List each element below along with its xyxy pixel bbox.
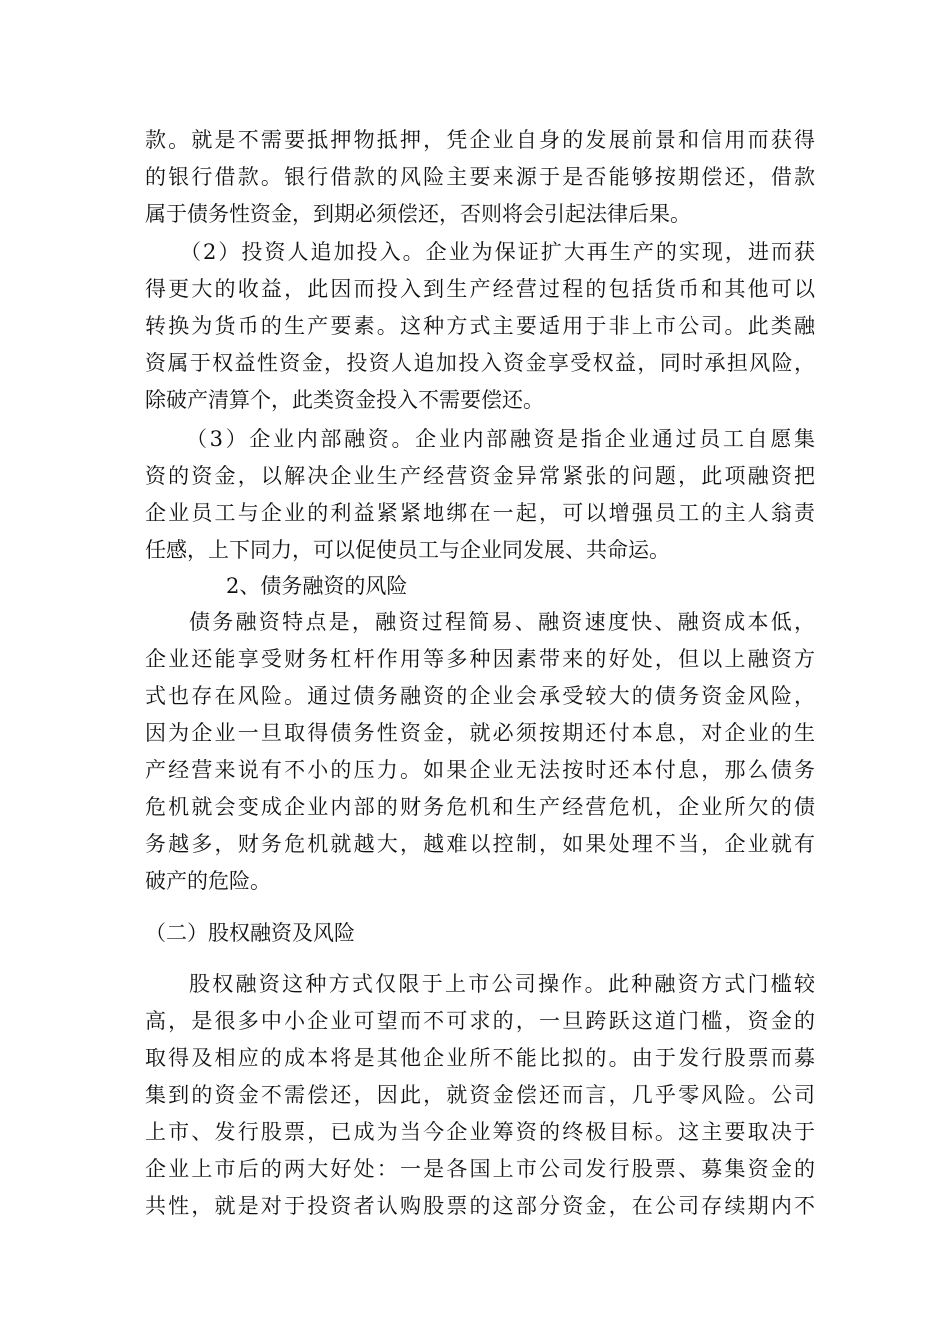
text-line: 属于债务性资金，到期必须偿还，否则将会引起法律后果。 xyxy=(145,202,691,226)
section-heading: （二）股权融资及风险 xyxy=(145,921,355,945)
text-line: 企业还能享受财务杠杆作用等多种因素带来的好处，但以上融资方 xyxy=(145,647,815,671)
text-line: 务越多，财务危机就越大，越难以控制，如果处理不当，企业就有 xyxy=(145,832,815,856)
text-line: 资属于权益性资金，投资人追加投入资金享受权益，同时承担风险， xyxy=(145,351,815,375)
text-line: 共性，就是对于投资者认购股票的这部分资金，在公司存续期内不 xyxy=(145,1194,815,1218)
text-line: 企业上市后的两大好处：一是各国上市公司发行股票、募集资金的 xyxy=(145,1157,815,1181)
text-line: 股权融资这种方式仅限于上市公司操作。此种融资方式门槛较 xyxy=(189,972,815,996)
text-line: 企业员工与企业的利益紧紧地绑在一起，可以增强员工的主人翁责 xyxy=(145,501,815,525)
text-line: 因为企业一旦取得债务性资金，就必须按期还付本息，对企业的生 xyxy=(145,721,815,745)
text-line: 高，是很多中小企业可望而不可求的，一旦跨跃这道门槛，资金的 xyxy=(145,1009,815,1033)
text-line: 上市、发行股票，已成为当今企业筹资的终极目标。这主要取决于 xyxy=(145,1120,815,1144)
text-line: 集到的资金不需偿还，因此，就资金偿还而言，几乎零风险。公司 xyxy=(145,1083,815,1107)
text-line: 转换为货币的生产要素。这种方式主要适用于非上市公司。此类融 xyxy=(145,314,815,338)
text-line: 式也存在风险。通过债务融资的企业会承受较大的债务资金风险， xyxy=(145,684,815,708)
text-line: 得更大的收益，此因而投入到生产经营过程的包括货币和其他可以 xyxy=(145,277,815,301)
text-line: （3）企业内部融资。企业内部融资是指企业通过员工自愿集 xyxy=(186,427,815,451)
section-heading: 2、债务融资的风险 xyxy=(226,574,408,598)
text-line: 的银行借款。银行借款的风险主要来源于是否能够按期偿还，借款 xyxy=(145,165,815,189)
text-line: 除破产清算个，此类资金投入不需要偿还。 xyxy=(145,388,544,412)
text-line: 款。就是不需要抵押物抵押，凭企业自身的发展前景和信用而获得 xyxy=(145,128,815,152)
text-line: 任感，上下同力，可以促使员工与企业同发展、共命运。 xyxy=(145,538,670,562)
text-line: 资的资金，以解决企业生产经营资金异常紧张的问题，此项融资把 xyxy=(145,464,815,488)
text-line: 破产的危险。 xyxy=(145,869,271,893)
text-line: 取得及相应的成本将是其他企业所不能比拟的。由于发行股票而募 xyxy=(145,1046,815,1070)
text-line: 危机就会变成企业内部的财务危机和生产经营危机，企业所欠的债 xyxy=(145,795,815,819)
text-line: 产经营来说有不小的压力。如果企业无法按时还本付息，那么债务 xyxy=(145,758,815,782)
text-line: （2）投资人追加投入。企业为保证扩大再生产的实现，进而获 xyxy=(180,240,815,264)
text-line: 债务融资特点是，融资过程简易、融资速度快、融资成本低， xyxy=(189,610,815,634)
